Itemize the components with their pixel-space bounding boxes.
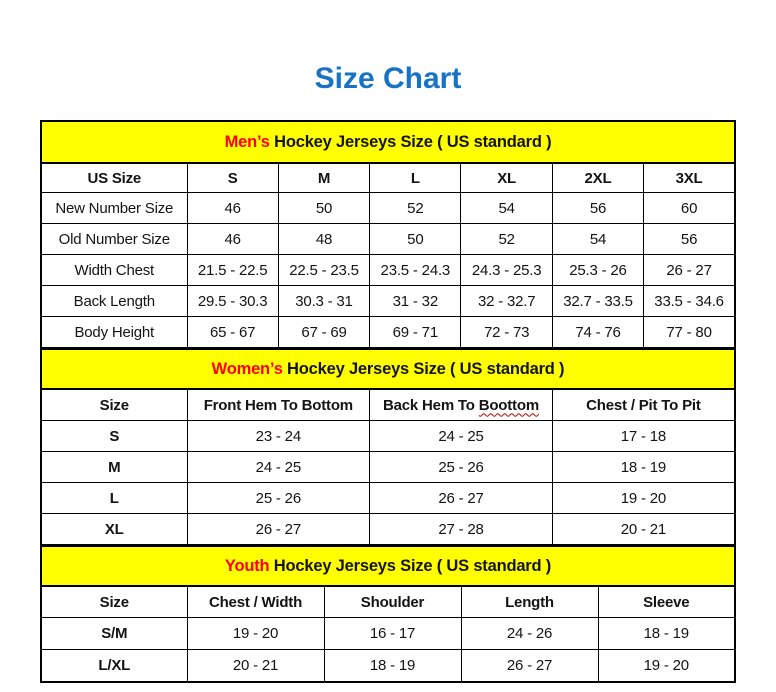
row-label: S	[41, 421, 187, 452]
table-row	[41, 224, 735, 255]
row-label: S/M	[41, 618, 187, 650]
column-header: XL	[461, 163, 552, 193]
table-row	[41, 618, 735, 650]
column-header: Sleeve	[598, 586, 735, 618]
table-row	[41, 421, 735, 452]
size-value: 30.3 - 31	[278, 286, 369, 317]
section-title-text: Hockey Jerseys Size ( US standard )	[269, 556, 552, 575]
row-label: Old Number Size	[41, 224, 187, 255]
row-label: XL	[41, 514, 187, 545]
row-label: New Number Size	[41, 193, 187, 224]
size-value: 18 - 19	[552, 452, 735, 483]
size-value: 24 - 25	[370, 421, 553, 452]
size-value: 54	[461, 193, 552, 224]
size-value: 56	[644, 224, 735, 255]
size-value: 46	[187, 193, 278, 224]
row-label: Body Height	[41, 317, 187, 348]
size-value: 48	[278, 224, 369, 255]
youth-table-body	[41, 618, 735, 683]
page-title: Size Chart	[314, 62, 462, 95]
size-value: 25.3 - 26	[552, 255, 643, 286]
column-header: Length	[461, 586, 598, 618]
size-value: 21.5 - 22.5	[187, 255, 278, 286]
size-value: 20 - 21	[187, 650, 324, 683]
mens-size-table	[40, 120, 736, 348]
mens-table-body	[41, 193, 735, 348]
section-title-text: Hockey Jerseys Size ( US standard )	[282, 359, 565, 378]
size-chart-tables	[40, 120, 736, 683]
size-value: 24.3 - 25.3	[461, 255, 552, 286]
size-value: 54	[552, 224, 643, 255]
size-value: 52	[370, 193, 461, 224]
size-value: 50	[370, 224, 461, 255]
section-accent-label: Women’s	[211, 359, 283, 378]
youth-size-table	[40, 545, 736, 683]
size-value: 32.7 - 33.5	[552, 286, 643, 317]
row-label: Width Chest	[41, 255, 187, 286]
size-value: 26 - 27	[644, 255, 735, 286]
womens-header-row	[41, 389, 735, 421]
size-value: 20 - 21	[552, 514, 735, 545]
size-value: 25 - 26	[370, 452, 553, 483]
misspelled-word: Boottom	[478, 396, 539, 414]
womens-section-title	[41, 349, 735, 389]
size-value: 27 - 28	[370, 514, 553, 545]
table-row	[41, 650, 735, 683]
size-value: 32 - 32.7	[461, 286, 552, 317]
youth-header-row	[41, 586, 735, 618]
size-value: 23.5 - 24.3	[370, 255, 461, 286]
size-value: 26 - 27	[461, 650, 598, 683]
womens-section-header-row	[41, 349, 735, 389]
size-value: 31 - 32	[370, 286, 461, 317]
size-value: 26 - 27	[187, 514, 370, 545]
size-value: 72 - 73	[461, 317, 552, 348]
column-header: US Size	[41, 163, 187, 193]
row-label: L/XL	[41, 650, 187, 683]
size-value: 69 - 71	[370, 317, 461, 348]
row-label: M	[41, 452, 187, 483]
table-row	[41, 514, 735, 545]
section-accent-label: Men’s	[224, 132, 270, 151]
size-value: 24 - 25	[187, 452, 370, 483]
size-value: 22.5 - 23.5	[278, 255, 369, 286]
size-value: 56	[552, 193, 643, 224]
row-label: Back Length	[41, 286, 187, 317]
size-value: 24 - 26	[461, 618, 598, 650]
column-header: Chest / Pit To Pit	[552, 389, 735, 421]
size-value: 19 - 20	[598, 650, 735, 683]
size-value: 65 - 67	[187, 317, 278, 348]
column-header: Size	[41, 389, 187, 421]
column-header: M	[278, 163, 369, 193]
size-value: 74 - 76	[552, 317, 643, 348]
section-accent-label: Youth	[224, 556, 270, 575]
table-row	[41, 317, 735, 348]
table-row	[41, 452, 735, 483]
size-value: 19 - 20	[187, 618, 324, 650]
table-row	[41, 255, 735, 286]
youth-section-title	[41, 546, 735, 586]
size-value: 23 - 24	[187, 421, 370, 452]
size-value: 50	[278, 193, 369, 224]
size-value: 17 - 18	[552, 421, 735, 452]
mens-section-title	[41, 121, 735, 163]
column-header: Back Hem To Boottom	[370, 389, 553, 421]
section-title-text: Hockey Jerseys Size ( US standard )	[269, 132, 552, 151]
size-value: 18 - 19	[324, 650, 461, 683]
mens-header-row	[41, 163, 735, 193]
column-header: 3XL	[644, 163, 735, 193]
column-header: Chest / Width	[187, 586, 324, 618]
size-value: 16 - 17	[324, 618, 461, 650]
column-header: 2XL	[552, 163, 643, 193]
womens-table-body	[41, 421, 735, 545]
size-value: 46	[187, 224, 278, 255]
size-value: 18 - 19	[598, 618, 735, 650]
size-value: 60	[644, 193, 735, 224]
table-row	[41, 483, 735, 514]
column-header: S	[187, 163, 278, 193]
column-header: Front Hem To Bottom	[187, 389, 370, 421]
row-label: L	[41, 483, 187, 514]
womens-size-table	[40, 348, 736, 545]
column-header: Size	[41, 586, 187, 618]
mens-section-header-row	[41, 121, 735, 163]
youth-section-header-row	[41, 546, 735, 586]
size-value: 29.5 - 30.3	[187, 286, 278, 317]
size-value: 52	[461, 224, 552, 255]
column-header: Shoulder	[324, 586, 461, 618]
size-value: 26 - 27	[370, 483, 553, 514]
column-header: L	[370, 163, 461, 193]
size-value: 77 - 80	[644, 317, 735, 348]
size-value: 33.5 - 34.6	[644, 286, 735, 317]
size-value: 25 - 26	[187, 483, 370, 514]
size-value: 67 - 69	[278, 317, 369, 348]
table-row	[41, 193, 735, 224]
table-row	[41, 286, 735, 317]
size-value: 19 - 20	[552, 483, 735, 514]
